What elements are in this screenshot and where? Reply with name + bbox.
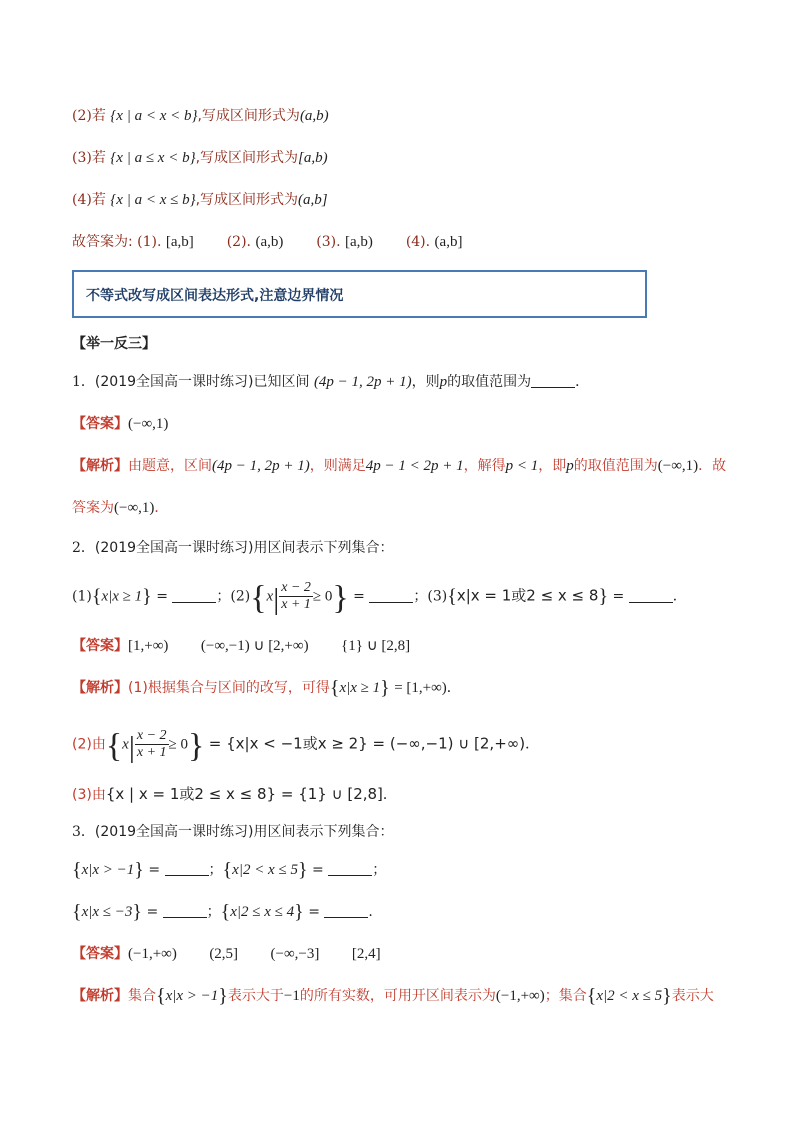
- answer-tag: 【答案】: [72, 946, 128, 962]
- answer-3: [72, 944, 381, 964]
- question-3-row1: {x|x > −1} = ；{x|2 < x ≤ 5} = ；: [72, 859, 387, 881]
- answer-tag: 【答案】: [72, 638, 128, 654]
- sentence-end: ．: [525, 736, 540, 753]
- item-3: [72, 148, 328, 168]
- summary-label: (4).: [405, 234, 431, 250]
- question-source: (2019全国高一课时练习): [94, 540, 254, 556]
- analysis-text: ，解得: [463, 458, 506, 474]
- part-label: (1): [72, 588, 92, 605]
- answer-value: (−1,+∞): [128, 946, 177, 962]
- separator: ；: [208, 862, 223, 878]
- fraction: [135, 728, 169, 761]
- analysis-text: 表示大: [671, 988, 714, 1004]
- answer-blank: [324, 903, 368, 918]
- interval: (−1,+∞): [495, 988, 545, 1004]
- analysis-text: ．: [154, 500, 169, 516]
- question-2: [72, 538, 393, 558]
- question-text: 的取值范围为: [447, 374, 532, 390]
- item-4: [72, 190, 328, 210]
- question-source: (2019全国高一课时练习): [94, 824, 254, 840]
- analysis-text: 集合: [128, 988, 156, 1004]
- result: p < 1: [505, 458, 539, 474]
- variable: p: [566, 458, 574, 474]
- question-end: .: [368, 904, 373, 920]
- question-end: ．: [575, 374, 590, 390]
- analysis-text: 的取值范围为: [573, 458, 658, 474]
- question-number: 3．: [72, 824, 95, 840]
- question-1: [72, 372, 589, 392]
- section-title-text: 【举一反三】: [72, 336, 156, 352]
- item-mid-text: ,写成区间形式为: [195, 150, 299, 166]
- item-mid-text: ,写成区间形式为: [197, 108, 300, 124]
- question-end: ．: [672, 588, 687, 605]
- summary-value: [a,b): [345, 234, 373, 250]
- part-label: (2): [230, 588, 251, 605]
- section-title: [72, 334, 156, 354]
- interval: (a,b]: [298, 192, 328, 208]
- question-text: 用区间表示下列集合：: [253, 540, 394, 556]
- range: (−∞,1): [114, 500, 155, 516]
- analysis-3: 【解析】集合{x|x > −1}表示大于−1的所有实数，可用开区间表示为(−1,+∞)；集合{x|2 < x ≤ 5}表示大: [72, 985, 714, 1007]
- answer-blank: [629, 588, 673, 603]
- answer-blank: [369, 588, 413, 603]
- item-text: 若: [91, 192, 106, 208]
- summary-label: (1).: [137, 234, 162, 250]
- question-number: 1．: [72, 374, 95, 390]
- analysis-text: (2)由: [72, 736, 106, 753]
- answer-blank: [328, 861, 372, 876]
- analysis-text: ，即: [538, 458, 567, 474]
- equals: =: [156, 588, 168, 605]
- analysis-text: ；集合: [544, 988, 587, 1004]
- item-number: (3): [72, 150, 92, 166]
- set-expression: x|x ≤ −3: [81, 904, 133, 920]
- interval: [a,b): [298, 150, 328, 166]
- equals: =: [308, 904, 320, 920]
- set-expression: x|2 ≤ x ≤ 4: [230, 904, 295, 920]
- summary-label: (2).: [226, 234, 251, 250]
- summary-line: [72, 232, 462, 252]
- answer-value: (2,5]: [209, 946, 239, 962]
- equals: =: [312, 862, 324, 878]
- summary-value: (a,b): [255, 234, 284, 250]
- analysis-text: 答案为: [72, 500, 114, 516]
- interval: (4p − 1, 2p + 1): [313, 374, 412, 390]
- item-number: (2): [72, 108, 92, 124]
- separator: ；: [413, 588, 428, 605]
- item-text: 若: [91, 150, 106, 166]
- interval: (a,b): [299, 108, 329, 124]
- result: {x | x = 1或2 ≤ x ≤ 8} = {1} ∪ [2,8]: [105, 785, 383, 803]
- answer-value: (−∞,1): [128, 416, 169, 432]
- result: = {x|x < −1或x ≥ 2} = (−∞,−1) ∪ [2,+∞): [208, 734, 526, 753]
- item-number: (4): [72, 192, 92, 208]
- set-expression: {x | a < x < b}: [110, 108, 198, 124]
- set-expression: x|x ≥ 1: [101, 588, 143, 605]
- separator: ；: [206, 904, 221, 920]
- question-text: 用区间表示下列集合：: [253, 824, 394, 840]
- fraction-numerator: x − 2: [281, 580, 311, 595]
- fraction-denominator: x + 1: [281, 597, 311, 612]
- set-expression: x|x = 1或2 ≤ x ≤ 8: [456, 586, 599, 605]
- answer-2: [72, 636, 410, 656]
- set-expression: {x | a < x ≤ b}: [110, 192, 196, 208]
- item-text: 若: [91, 108, 106, 124]
- question-number: 2．: [72, 540, 95, 556]
- equals: =: [148, 862, 161, 878]
- set-expression: {x | a ≤ x < b}: [110, 150, 196, 166]
- analysis-2-part1: 【解析】(1)根据集合与区间的改写，可得{x|x ≥ 1} = [1,+∞)．: [72, 677, 461, 699]
- answer-blank: [172, 588, 216, 603]
- summary-prefix: 故答案为:: [72, 234, 133, 250]
- separator: ；: [372, 862, 387, 878]
- set-expression: x|x > −1: [81, 862, 135, 878]
- range: (−∞,1): [657, 458, 699, 474]
- fraction-denominator: x + 1: [136, 745, 167, 760]
- inequality: ≥ 0: [312, 588, 333, 605]
- equals: =: [353, 588, 365, 605]
- question-3-row2: {x|x ≤ −3} = ；{x|2 ≤ x ≤ 4} = .: [72, 901, 373, 923]
- sentence-end: ．: [446, 680, 461, 696]
- analysis-tag: 【解析】: [72, 458, 128, 474]
- analysis-text: 由题意，区间: [128, 458, 212, 474]
- analysis-text: 的所有实数，可用开区间表示为: [299, 988, 496, 1004]
- answer-value: [2,4]: [351, 946, 381, 962]
- question-2-parts: (1){x|x ≥ 1} = ；(2){x| $\frac{x - 2}{x + 1}$ ≥ 0} = ；(3){x|x = 1或2 ≤ x ≤ 8} = ．: [72, 579, 687, 617]
- question-text: 已知区间: [253, 374, 310, 390]
- interval: (4p − 1, 2p + 1): [212, 458, 310, 474]
- sentence-end: ．: [382, 787, 397, 803]
- part-label: (3): [427, 588, 448, 605]
- answer-value: {1} ∪ [2,8]: [341, 638, 411, 654]
- set-expression: x|2 < x ≤ 5: [232, 862, 298, 878]
- set-expression: x|x ≥ 1: [339, 680, 381, 696]
- set-expression: x|x > −1: [165, 988, 219, 1004]
- variable: p: [439, 374, 448, 390]
- tip-callout-box: [72, 270, 647, 318]
- analysis-tag: 【解析】: [72, 988, 128, 1004]
- analysis-tag: 【解析】: [72, 680, 128, 696]
- number: −1: [283, 988, 300, 1004]
- answer-value: (−∞,−1) ∪ [2,+∞): [200, 638, 309, 654]
- item-mid-text: ,写成区间形式为: [195, 192, 299, 208]
- answer-1: [72, 414, 168, 434]
- inequality: ≥ 0: [168, 736, 189, 753]
- inequality: 4p − 1 < 2p + 1: [365, 458, 464, 474]
- tip-callout-text: 不等式改写成区间表达形式,注意边界情况: [86, 288, 344, 304]
- summary-value: [a,b]: [165, 234, 194, 250]
- separator: ；: [216, 588, 231, 605]
- analysis-text: (1)根据集合与区间的改写，可得: [128, 680, 330, 696]
- equals: =: [146, 904, 159, 920]
- analysis-text: ．故: [698, 458, 727, 474]
- answer-blank: [165, 861, 209, 876]
- summary-label: (3).: [316, 234, 341, 250]
- answer-value: [1,+∞): [128, 638, 169, 654]
- analysis-text: (3)由: [72, 787, 106, 803]
- answer-value: (−∞,−3]: [270, 946, 320, 962]
- question-source: (2019全国高一课时练习): [94, 374, 254, 390]
- summary-value: (a,b]: [434, 234, 463, 250]
- analysis-2-part3: [72, 784, 397, 805]
- fraction: [279, 580, 313, 613]
- answer-blank: [531, 373, 575, 388]
- analysis-text: ，则满足: [309, 458, 366, 474]
- answer-blank: [163, 903, 207, 918]
- item-2: [72, 106, 329, 126]
- equals: =: [612, 588, 625, 605]
- analysis-1-line2: [72, 498, 168, 518]
- analysis-2-part2: (2)由{x| $\frac{x - 2}{x + 1}$ ≥ 0} = {x|x < −1或x ≥ 2} = (−∞,−1) ∪ [2,+∞)．: [72, 727, 540, 765]
- question-3: [72, 822, 393, 842]
- question-text: ，则: [411, 374, 440, 390]
- analysis-text: 表示大于: [227, 988, 284, 1004]
- fraction-numerator: x − 2: [136, 728, 167, 743]
- answer-tag: 【答案】: [72, 416, 128, 432]
- analysis-1: [72, 456, 726, 476]
- set-expression: x|2 < x ≤ 5: [596, 988, 663, 1004]
- result: = [1,+∞): [394, 680, 447, 696]
